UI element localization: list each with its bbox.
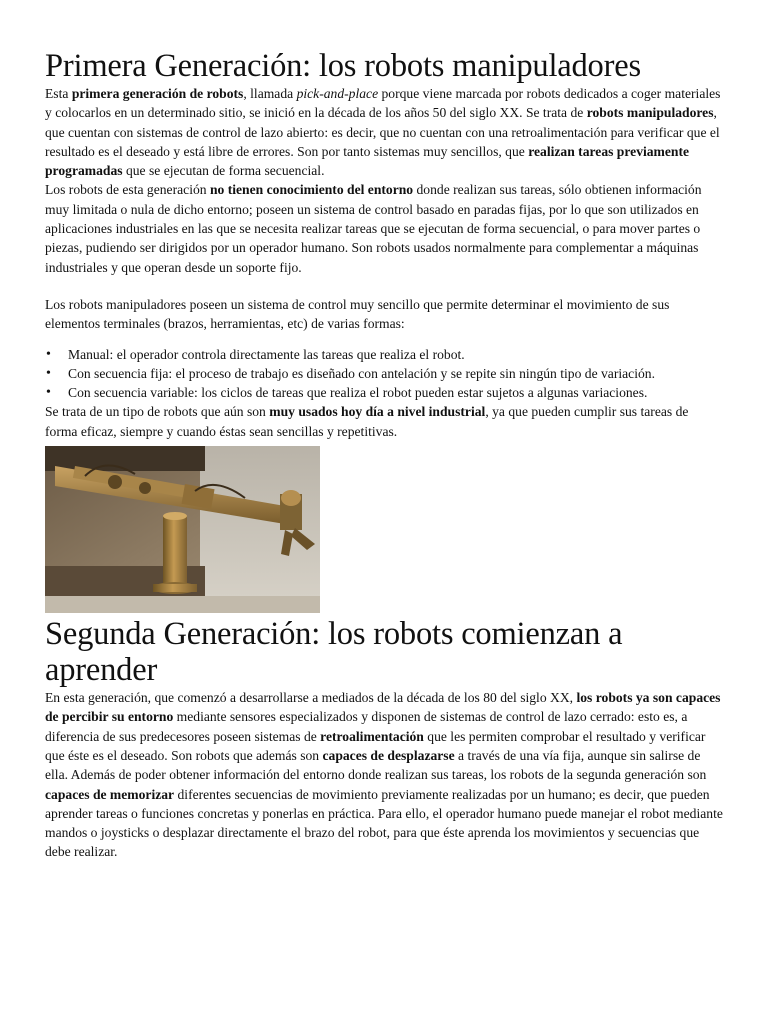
text: que se ejecutan de forma secuencial. — [122, 163, 325, 179]
bold-text: capaces de memorizar — [45, 786, 175, 802]
paragraph-spacer — [45, 277, 723, 295]
text: a través de una vía fija, aunque sin salirse de ella. Además de poder obtener información del entorno donde realizan sus tareas, los robots de la segunda generación son — [45, 747, 707, 783]
section-2-paragraph-1 — [45, 688, 723, 862]
text: , llamada — [243, 86, 297, 101]
section-1-heading: Primera Generación: los robots manipuladores — [45, 48, 641, 84]
robot-arm-photo — [45, 446, 320, 613]
text: porque viene marcada por robots dedicados a coger materiales y colocarlos en un determinado sitio, se inició en la década de los años 50 del siglo XX. Se trata de — [45, 86, 721, 121]
text: diferentes secuencias de movimiento previamente realizadas por un humano; es decir, que pueden aprender tareas o funciones concretas y ponerlas en práctica. Para ello, el operador humano puede manejar el robot mediante mandos o joysticks o desplazar directamente el brazo del robot, para que éste aprenda los movimientos y secuencias que debe realizar. — [45, 786, 723, 860]
text: , ya que pueden cumplir sus tareas de forma eficaz, siempre y cuando éstas sean sencillas y repetitivas. — [45, 404, 689, 439]
text: , que cuentan con sistemas de control de lazo abierto: es decir, que no cuentan con una retroalimentación para verificar que el resultado es el deseado y está libre de errores. Son por tanto sistemas muy sencillos, que — [45, 105, 720, 159]
list-item: • Con secuencia fija: el proceso de trabajo es diseñado con antelación y se repite sin ningún tipo de variación. — [68, 364, 723, 383]
bold-text: capaces de desplazarse — [322, 747, 455, 763]
bold-text: retroalimentación — [320, 728, 424, 744]
text: que les permiten comprobar el resultado y verificar que éste es el deseado. Son robots que además son — [45, 728, 706, 763]
section-2-heading: Segunda Generación: los robots comienzan a aprender — [45, 616, 623, 689]
text: En esta generación, que comenzó a desarrollarse a mediados de la década de los 80 del siglo XX, — [45, 690, 577, 706]
text: donde realizan sus tareas, sólo obtienen información muy limitada o nula de dicho entorno; poseen un sistema de control basado en paradas fijas, por lo que son utilizados en aplicaciones industriales en las que se necesita realizar tareas que se ejecutan de forma secuencial, o para mover partes o piezas, pudiendo ser dirigidos por un operador humano. Son robots usados normalmente para complementar a máquinas industriales y que operan desde un soporte fijo. — [45, 182, 702, 275]
bold-text: muy usados hoy día a nivel industrial — [269, 404, 486, 420]
section-1-paragraph-2 — [45, 180, 723, 276]
italic-text: pick-and-place — [296, 86, 379, 101]
section-1-paragraph-1 — [45, 84, 723, 180]
section-1-paragraph-4 — [45, 402, 723, 441]
control-modes-list — [45, 345, 723, 403]
list-item: • Manual: el operador controla directamente las tareas que realiza el robot. — [68, 345, 723, 364]
section-1-paragraph-3: Los robots manipuladores poseen un sistema de control muy sencillo que permite determinar el movimiento de sus elementos terminales (brazos, herramientas, etc) de varias formas: — [45, 296, 670, 332]
text: Los robots de esta generación — [45, 182, 210, 198]
bold-text: primera generación de robots — [71, 86, 244, 101]
bold-text: no tienen conocimiento del entorno — [209, 182, 414, 198]
text: Se trata de un tipo de robots que aún son — [45, 404, 270, 420]
bold-text: realizan tareas previamente programadas — [45, 143, 690, 179]
document-page — [45, 48, 723, 862]
text: mediante sensores especializados y disponen de sistemas de control de lazo cerrado: esto es, a diferencia de sus predecesores poseen sistemas de — [45, 709, 688, 744]
list-item: • Con secuencia variable: los ciclos de tareas que realiza el robot pueden estar sujetos a algunas variaciones. — [68, 383, 723, 402]
bold-text: robots manipuladores — [586, 105, 714, 121]
bold-text: los robots ya son capaces de percibir su entorno — [45, 690, 721, 725]
text: Esta — [45, 86, 72, 101]
